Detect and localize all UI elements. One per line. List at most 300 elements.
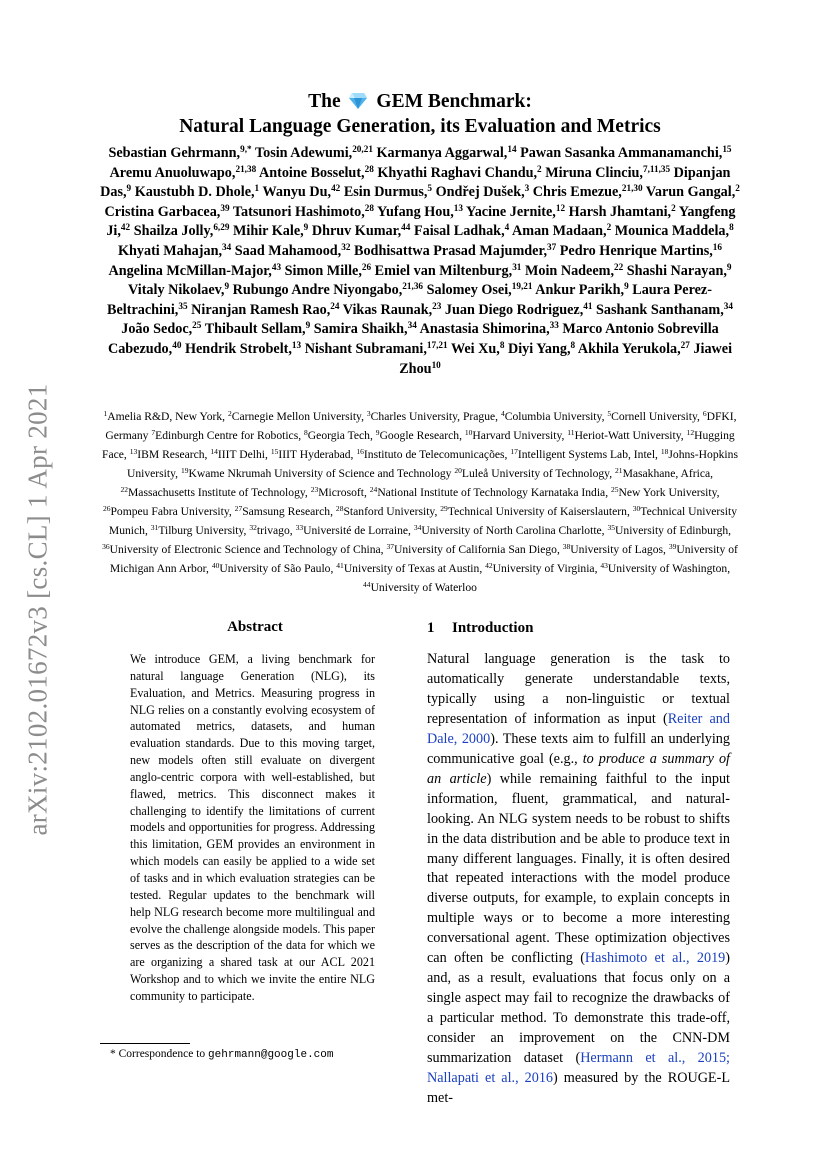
author-affiliation-marks: 25	[192, 320, 202, 331]
author-entry	[233, 204, 374, 220]
author-affiliation-marks: 32	[341, 241, 351, 252]
affiliation-name: University of California San Diego,	[394, 543, 560, 556]
affiliation-number: 31	[150, 522, 159, 532]
affiliation-number: 24	[369, 484, 378, 494]
author-entry	[233, 223, 308, 239]
affiliation-number: 10	[464, 427, 473, 437]
citation-link[interactable]: Nallapati et al., 2016	[427, 1070, 554, 1087]
author-entry	[596, 302, 733, 318]
author-entry	[525, 263, 623, 279]
affiliation-name: Cornell University,	[611, 410, 700, 423]
affiliation-number: 42	[485, 560, 493, 570]
author-entry	[512, 223, 611, 239]
author-name: Laura Perez-Beltrachini,	[107, 282, 712, 318]
author-name: Angelina McMillan-Major,	[108, 262, 272, 279]
affiliation-entry	[356, 448, 507, 461]
author-name: Aman Madaan,	[512, 223, 607, 240]
section-number: 1	[427, 620, 435, 636]
author-affiliation-marks: 9	[726, 261, 732, 272]
author-entry	[135, 184, 259, 200]
author-name: Jiawei Zhou	[399, 340, 733, 377]
affiliation-name: Masakhane, Africa,	[622, 467, 714, 480]
affiliation-entry	[151, 524, 247, 537]
author-affiliation-marks: 26	[361, 261, 372, 272]
author-name: Ankur Parikh,	[535, 282, 625, 299]
author-name: Bodhisattwa Prasad Majumder,	[354, 242, 547, 259]
affiliation-number: 11	[567, 427, 575, 437]
author-entry	[414, 223, 509, 239]
affiliation-entry	[151, 429, 301, 442]
author-list	[100, 144, 740, 379]
affiliation-number: 22	[120, 484, 128, 494]
affiliation-name: University of Texas at Austin,	[343, 562, 483, 575]
affiliation-name: Intelligent Systems Lab, Intel,	[517, 448, 658, 461]
author-name: Aremu Anuoluwapo,	[109, 164, 236, 181]
affiliation-number: 25	[611, 484, 619, 494]
affiliation-number: 13	[129, 446, 138, 456]
author-entry	[262, 184, 340, 200]
affiliation-name: Massachusetts Institute of Technology,	[127, 486, 308, 499]
author-name: Tosin Adewumi,	[254, 145, 353, 161]
affiliation-number: 36	[102, 541, 110, 551]
author-affiliation-marks: 9	[126, 183, 132, 194]
affiliation-number: 7	[151, 427, 156, 437]
author-affiliation-marks: 4	[504, 222, 510, 233]
author-affiliation-marks: 9,*	[240, 143, 252, 154]
author-name: Rubungo Andre Niyongabo,	[232, 282, 403, 299]
affiliation-name: IIIT Delhi,	[217, 448, 268, 461]
affiliation-name: IBM Research,	[137, 448, 208, 461]
abstract-heading: Abstract	[227, 619, 283, 635]
author-affiliation-marks: 6,29	[213, 222, 230, 233]
affiliation-number: 18	[660, 446, 669, 456]
author-entry	[121, 321, 201, 337]
affiliation-number: 1	[103, 408, 108, 418]
author-affiliation-marks: 28	[364, 202, 374, 213]
author-affiliation-marks: 41	[583, 300, 593, 311]
author-entry	[466, 204, 565, 220]
affiliation-name: Microsoft,	[318, 486, 367, 499]
affiliation-entry	[212, 562, 334, 575]
author-name: Miruna Clinciu,	[545, 164, 643, 181]
author-entry	[569, 204, 676, 220]
affiliation-entry	[501, 410, 604, 423]
affiliation-name: University of São Paulo,	[219, 562, 334, 575]
author-affiliation-marks: 42	[120, 222, 131, 233]
affiliation-number: 20	[454, 465, 462, 475]
author-entry	[646, 184, 740, 200]
affiliation-number: 30	[632, 503, 641, 513]
author-entry	[343, 302, 442, 318]
author-affiliation-marks: 21,36	[402, 281, 424, 292]
affiliation-entry	[235, 505, 333, 518]
affiliation-entry	[454, 467, 612, 480]
author-affiliation-marks: 8	[729, 222, 734, 233]
affiliation-number: 33	[295, 522, 304, 532]
affiliation-name: National Institute of Technology Karnataka India,	[377, 486, 609, 499]
author-name: Tatsunori Hashimoto,	[232, 203, 365, 220]
affiliation-number: 5	[607, 408, 612, 418]
title-line1: GEM Benchmark:	[376, 91, 532, 112]
author-entry	[134, 223, 230, 239]
affiliation-name: Edinburgh Centre for Robotics,	[155, 429, 302, 442]
author-name: Chris Emezue,	[532, 184, 622, 201]
author-name: Esin Durmus,	[343, 184, 428, 201]
author-entry	[377, 204, 463, 220]
author-name: Khyathi Raghavi Chandu,	[377, 164, 538, 181]
affiliation-name: Amelia R&D, New York,	[107, 410, 226, 423]
affiliation-number: 15	[270, 446, 279, 456]
author-affiliation-marks: 17,21	[426, 339, 448, 350]
footnote-label: Correspondence to	[118, 1048, 206, 1060]
affiliation-name: Tilburg University,	[158, 524, 247, 537]
author-entry	[185, 341, 301, 357]
affiliation-number: 34	[413, 522, 422, 532]
author-entry	[508, 341, 575, 357]
affiliation-entry	[228, 410, 364, 423]
author-affiliation-marks: 9	[305, 320, 311, 331]
author-name: Pedro Henrique Martins,	[559, 242, 713, 259]
author-entry	[118, 243, 231, 259]
title-prefix: The	[308, 91, 341, 112]
abstract-text: We introduce GEM, a living benchmark for natural language Generation (NLG), its Evaluation, and Metrics. Measuring progress in NLG relies on a constantly evolving ecosystem of automated metrics, datasets, and human evaluation standards. Due to this moving target, new models often still evaluate on divergent anglo-centric corpora with well-established, but flawed, metrics. This disconnect makes it challenging to identify the limitations of current models and opportunities for progress. Addressing this limitation, GEM provides an environment in which models can easily be applied to a wide set of tasks and in which evaluation strategies can be tested. Regular updates to the benchmark will help NLG research become more multilingual and evolve the challenge alongside models. This paper serves as the description of the data for which we are organizing a shared task at our ACL 2021 Workshop and to which we invite the entire NLG community to participate.	[130, 652, 375, 1003]
author-entry	[545, 165, 670, 181]
affiliation-name: Georgia Tech,	[307, 429, 373, 442]
author-entry	[285, 263, 371, 279]
author-affiliation-marks: 13	[453, 202, 463, 213]
paper-title	[120, 89, 720, 139]
author-entry	[427, 282, 533, 298]
author-name: Nishant Subramani,	[304, 340, 427, 357]
author-affiliation-marks: 9	[624, 281, 629, 292]
affiliation-entry	[363, 581, 477, 594]
author-name: Mihir Kale,	[233, 223, 304, 240]
author-affiliation-marks: 33	[549, 320, 559, 331]
title-line2: Natural Language Generation, its Evaluation and Metrics	[179, 116, 661, 137]
footnote	[110, 1046, 410, 1063]
affiliation-entry	[103, 505, 232, 518]
author-affiliation-marks: 2	[537, 163, 542, 174]
affiliation-name: University of Virginia,	[492, 562, 598, 575]
author-affiliation-marks: 5	[427, 183, 433, 194]
author-name: Ondřej Dušek,	[435, 184, 525, 201]
author-affiliation-marks: 16	[712, 241, 723, 252]
affiliation-number: 23	[310, 484, 319, 494]
author-affiliation-marks: 37	[547, 241, 557, 252]
author-name: Marco Antonio Sobrevilla Cabezudo,	[107, 321, 719, 357]
citation-link[interactable]: Hermann et al., 2015	[580, 1050, 727, 1067]
author-affiliation-marks: 8	[570, 339, 576, 350]
author-name: Samira Shaikh,	[313, 321, 408, 338]
author-name: Simon Mille,	[284, 262, 362, 279]
author-affiliation-marks: 10	[431, 359, 441, 370]
author-affiliation-marks: 42	[331, 183, 341, 194]
author-name: Yangfeng Ji,	[106, 203, 736, 240]
affiliation-entry	[607, 410, 700, 423]
affiliation-number: 3	[366, 408, 371, 418]
affiliation-name: Columbia University,	[504, 410, 605, 423]
introduction-text	[427, 650, 730, 1109]
affiliation-entry	[567, 429, 683, 442]
intro-text-part: ) while remaining faithful to the input information, fluent, grammatical, and natural-looking. An NLG system needs to be robust to shifts in the data distribution and be able to produce text in many different languages. Finally, it is often desired that repeated interactions with the model produce diverse outputs, for example, to explain concepts in multiple ways or to become a more interesting conversational agent. These optimization objectives can often be conflicting (	[427, 770, 730, 967]
affiliation-number: 35	[607, 522, 616, 532]
author-entry	[259, 165, 374, 181]
affiliation-number: 38	[562, 541, 571, 551]
diamond-gem-icon	[348, 92, 368, 110]
author-affiliation-marks: 7,11,35	[642, 163, 671, 174]
correspondence-email[interactable]: gehrmann@google.com	[208, 1049, 334, 1061]
author-entry	[615, 223, 734, 239]
author-name: Wei Xu,	[450, 340, 500, 357]
author-entry	[376, 145, 516, 161]
affiliation-number: 4	[500, 408, 505, 418]
affiliation-name: Instituto de Telecomunicações,	[363, 448, 508, 461]
author-name: Vitaly Nikolaev,	[128, 282, 225, 299]
affiliation-entry	[510, 448, 658, 461]
affiliation-entry	[367, 410, 498, 423]
author-affiliation-marks: 15	[722, 143, 732, 154]
affiliation-entry	[465, 429, 565, 442]
affiliation-number: 26	[102, 503, 111, 513]
affiliation-name: University of Waterloo	[370, 581, 477, 594]
affiliation-entry	[376, 429, 462, 442]
author-entry	[578, 341, 690, 357]
affiliation-number: 21	[615, 465, 623, 475]
author-name: Varun Gangal,	[645, 184, 736, 201]
author-affiliation-marks: 24	[330, 300, 340, 311]
affiliation-entry	[210, 448, 268, 461]
affiliation-list	[100, 407, 740, 597]
author-name: Akhila Yerukola,	[577, 340, 681, 357]
author-affiliation-marks: 44	[401, 222, 411, 233]
affiliation-entry	[249, 524, 292, 537]
affiliation-entry	[311, 486, 367, 499]
author-entry	[255, 145, 373, 161]
author-affiliation-marks: 34	[407, 320, 417, 331]
affiliation-entry	[386, 543, 559, 556]
affiliation-name: University of Lagos,	[570, 543, 666, 556]
author-name: Cristina Garbacea,	[104, 203, 221, 220]
author-name: Sashank Santhanam,	[596, 301, 724, 318]
author-affiliation-marks: 21,30	[621, 183, 643, 194]
author-name: Anastasia Shimorina,	[419, 321, 550, 338]
affiliation-name: DFKI, Germany	[105, 410, 737, 442]
affiliation-number: 40	[211, 560, 220, 570]
affiliation-entry	[440, 505, 630, 518]
author-name: Moin Nadeem,	[524, 262, 615, 279]
affiliation-entry	[608, 524, 732, 537]
author-entry	[235, 243, 351, 259]
author-name: Khyati Mahajan,	[117, 242, 223, 259]
affiliation-number: 12	[686, 427, 695, 437]
affiliation-name: Technical University of Kaiserslautern,	[447, 505, 630, 518]
author-affiliation-marks: 35	[178, 300, 188, 311]
author-entry	[205, 321, 311, 337]
author-affiliation-marks: 13	[291, 339, 302, 350]
affiliation-entry	[130, 448, 208, 461]
author-affiliation-marks: 21,38	[235, 163, 257, 174]
affiliation-number: 28	[335, 503, 344, 513]
author-entry	[314, 321, 417, 337]
author-entry	[110, 165, 257, 181]
author-affiliation-marks: 2	[606, 222, 612, 233]
affiliation-number: 16	[356, 446, 364, 456]
affiliation-name: IIIT Hyderabad,	[278, 448, 354, 461]
author-entry	[627, 263, 732, 279]
author-name: Kaustubh D. Dhole,	[134, 184, 255, 201]
author-name: Pawan Sasanka Ammanamanchi,	[520, 145, 723, 161]
introduction-heading	[427, 618, 727, 638]
affiliation-name: University of Michigan Ann Arbor,	[109, 543, 738, 575]
affiliation-number: 17	[510, 446, 518, 456]
citation-separator: ;	[726, 1050, 730, 1067]
author-entry	[445, 302, 593, 318]
intro-text-part: Natural language generation is the task to automatically generate understandable texts, typically using a non-linguistic or textual representation of information as input (	[427, 651, 730, 727]
affiliation-number: 2	[228, 408, 232, 418]
author-entry	[108, 263, 281, 279]
author-affiliation-marks: 1	[254, 183, 260, 194]
affiliation-name: Charles University, Prague,	[370, 410, 499, 423]
author-name: Sebastian Gehrmann,	[108, 145, 241, 161]
author-entry	[377, 165, 541, 181]
section-title: Introduction	[452, 620, 534, 636]
affiliation-name: Hugging Face,	[102, 429, 735, 461]
author-affiliation-marks: 3	[524, 183, 530, 194]
affiliation-entry	[615, 467, 713, 480]
author-name: Vikas Raunak,	[342, 301, 433, 318]
author-entry	[128, 282, 229, 298]
affiliation-name: Harvard University,	[472, 429, 565, 442]
author-name: Yacine Jernite,	[466, 203, 556, 220]
author-affiliation-marks: 27	[680, 339, 690, 350]
author-affiliation-marks: 2	[735, 183, 740, 194]
author-affiliation-marks: 20,21	[352, 143, 373, 154]
affiliation-entry	[370, 486, 608, 499]
author-affiliation-marks: 34	[723, 300, 733, 311]
intro-text-part: ) and, as a result, evaluations that focus only on a single aspect may fail to recognize the drawbacks of a particular method. To demonstrate this trade-off, consider an improvement on the CNN-DM summarization dataset (	[427, 950, 730, 1067]
author-affiliation-marks: 2	[671, 202, 676, 213]
affiliation-entry	[611, 486, 720, 499]
arxiv-identifier: arXiv:2102.01672v3 [cs.CL] 1 Apr 2021	[22, 382, 53, 836]
affiliation-entry	[271, 448, 354, 461]
author-name: Hendrik Strobelt,	[184, 340, 292, 357]
author-entry	[344, 184, 432, 200]
affiliation-entry	[181, 467, 452, 480]
affiliation-entry	[102, 543, 383, 556]
affiliation-name: University of Washington,	[607, 562, 731, 575]
author-name: Shashi Narayan,	[626, 262, 727, 279]
author-entry	[451, 341, 504, 357]
author-name: Thibault Sellam,	[204, 321, 306, 338]
author-affiliation-marks: 8	[499, 339, 505, 350]
author-affiliation-marks: 43	[271, 261, 282, 272]
author-name: Diyi Yang,	[507, 340, 571, 357]
author-name: Salomey Osei,	[426, 282, 512, 299]
affiliation-entry	[336, 505, 437, 518]
author-name: Juan Diego Rodriguez,	[444, 301, 584, 318]
affiliation-name: University of North Carolina Charlotte,	[421, 524, 605, 537]
author-entry	[191, 302, 339, 318]
author-name: Niranjan Ramesh Rao,	[191, 301, 331, 318]
intro-text-part: ) measured by the ROUGE-L met-	[427, 1070, 730, 1106]
author-entry	[375, 263, 522, 279]
citation-link[interactable]: Hashimoto et al., 2019	[584, 950, 726, 967]
affiliation-number: 6	[702, 408, 707, 418]
affiliation-entry	[296, 524, 411, 537]
affiliation-number: 14	[210, 446, 218, 456]
affiliation-name: Samsung Research,	[242, 505, 334, 518]
author-affiliation-marks: 14	[507, 143, 517, 154]
author-name: João Sedoc,	[121, 321, 193, 338]
affiliation-name: Google Research,	[379, 429, 462, 442]
affiliation-name: Carnegie Mellon University,	[231, 410, 364, 423]
affiliation-name: Luleå University of Technology,	[461, 467, 613, 480]
affiliation-name: Université de Lorraine,	[303, 524, 411, 537]
affiliation-name: Heriot-Watt University,	[574, 429, 684, 442]
arxiv-sidebar-stamp	[18, 374, 58, 844]
affiliation-name: University of Electronic Science and Technology of China,	[109, 543, 384, 556]
affiliation-number: 27	[234, 503, 243, 513]
author-entry	[354, 243, 556, 259]
intro-italic-phrase: to produce a summary of an article	[427, 750, 730, 787]
affiliation-entry	[414, 524, 605, 537]
author-name: Wanyu Du,	[262, 184, 332, 201]
author-entry	[104, 204, 229, 220]
author-entry	[233, 282, 423, 298]
author-name: Saad Mahamood,	[234, 242, 342, 259]
affiliation-entry	[304, 429, 373, 442]
author-entry	[520, 145, 731, 161]
affiliation-entry	[103, 410, 225, 423]
author-affiliation-marks: 23	[432, 300, 442, 311]
author-affiliation-marks: 9	[224, 281, 230, 292]
affiliation-number: 39	[668, 541, 677, 551]
author-name: Dipanjan Das,	[100, 164, 731, 201]
author-name: Yufang Hou,	[377, 203, 454, 220]
author-entry	[420, 321, 559, 337]
affiliation-name: trivago,	[256, 524, 293, 537]
author-entry	[535, 282, 628, 298]
citation-link[interactable]: Reiter and Dale, 2000	[427, 710, 730, 747]
affiliation-number: 19	[180, 465, 189, 475]
author-entry	[560, 243, 722, 259]
affiliation-name: Technical University Munich,	[108, 505, 738, 537]
affiliation-entry	[120, 486, 307, 499]
author-name: Harsh Jhamtani,	[568, 203, 672, 220]
author-name: Antoine Bosselut,	[258, 164, 365, 181]
affiliation-entry	[485, 562, 597, 575]
footnote-mark: *	[110, 1048, 116, 1060]
author-entry	[436, 184, 530, 200]
author-affiliation-marks: 39	[220, 202, 230, 213]
author-entry	[533, 184, 643, 200]
affiliation-number: 32	[249, 522, 257, 532]
author-affiliation-marks: 28	[364, 163, 374, 174]
author-affiliation-marks: 40	[172, 339, 182, 350]
author-affiliation-marks: 22	[614, 261, 624, 272]
author-affiliation-marks: 9	[303, 222, 309, 233]
affiliation-number: 37	[386, 541, 395, 551]
affiliation-number: 29	[440, 503, 448, 513]
author-name: Mounica Maddela,	[614, 223, 730, 240]
author-entry	[312, 223, 411, 239]
author-entry	[108, 145, 251, 161]
affiliation-name: Stanford University,	[343, 505, 438, 518]
affiliation-name: Kwame Nkrumah University of Science and Technology	[188, 467, 452, 480]
affiliation-entry	[336, 562, 482, 575]
affiliation-number: 9	[375, 427, 380, 437]
author-affiliation-marks: 34	[222, 241, 232, 252]
